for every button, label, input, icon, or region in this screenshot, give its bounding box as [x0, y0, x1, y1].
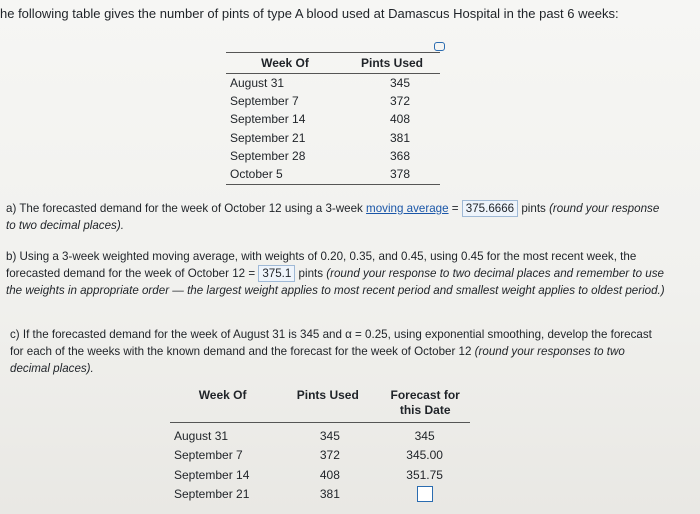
table-header — [226, 53, 440, 74]
part-b-answer-input[interactable]: 375.1 — [258, 265, 295, 282]
week-cell: September 7 — [230, 94, 299, 109]
part-a-answer-input[interactable]: 375.6666 — [462, 200, 518, 217]
pints-cell: 372 — [389, 94, 411, 109]
table-row — [226, 147, 440, 165]
table-row — [170, 446, 470, 466]
pints-cell: 372 — [319, 448, 340, 463]
table-header — [170, 384, 470, 423]
table-row — [226, 74, 440, 92]
table-row — [226, 110, 440, 128]
pints-cell: 345 — [389, 76, 411, 91]
forecast-answer-input[interactable] — [417, 486, 433, 502]
unit-text: pints — [518, 202, 550, 215]
forecast-cell: 351.75 — [406, 467, 443, 482]
intro-text: he following table gives the number of pints of type A blood used at Damascus Hospital in the past 6 weeks: — [0, 6, 619, 21]
part-c — [10, 326, 658, 377]
table-row — [170, 426, 470, 446]
pints-cell: 408 — [389, 112, 411, 127]
forecast-cell — [379, 486, 470, 502]
forecast-cell: 345.00 — [406, 448, 443, 463]
week-cell: September 28 — [230, 148, 306, 163]
header-forecast: Forecast for this Date — [390, 388, 460, 417]
week-cell: September 14 — [174, 467, 250, 482]
unit-text: pints — [295, 267, 327, 280]
part-b-text: b) Using a 3-week weighted moving average, with weights of 0.20, 0.35, and 0.45, using 0.45 for the most recent week, the forecasted demand for the week of October 12 = — [6, 250, 637, 280]
table-row — [226, 129, 440, 147]
week-cell: September 7 — [174, 448, 243, 463]
part-c-text: c) If the forecasted demand for the week of August 31 is 345 and α = 0.25, using exponential smoothing, develop the forecast for each of the weeks with the known demand and the forecast for the week of October 12 — [10, 328, 652, 358]
header-week: Week Of — [198, 388, 247, 402]
part-a-note: (round your response to two decimal places). — [6, 202, 660, 232]
forecast-table — [170, 384, 470, 504]
week-cell: October 5 — [230, 167, 283, 182]
part-a — [6, 200, 666, 234]
header-pints: Pints Used — [296, 388, 359, 402]
part-a-text: a) The forecasted demand for the week of October 12 using a 3-week — [6, 202, 367, 215]
moving-average-link[interactable]: moving average — [366, 202, 449, 215]
blood-usage-table — [226, 52, 440, 185]
header-week: Week Of — [261, 56, 309, 70]
pints-cell: 381 — [319, 487, 340, 502]
forecast-cell: 345 — [414, 428, 435, 443]
week-cell: September 21 — [230, 130, 306, 145]
part-b-note: (round your response to two decimal places and remember to use the weights in appropriate order — the largest weight applies to most recent period and smallest weight applies to oldest period.) — [6, 267, 665, 297]
header-pints: Pints Used — [360, 56, 423, 70]
week-cell: August 31 — [174, 428, 229, 443]
part-c-note: (round your responses to two decimal places). — [10, 345, 625, 375]
week-cell: August 31 — [230, 76, 285, 91]
week-cell: September 14 — [230, 112, 306, 127]
week-cell: September 21 — [174, 487, 250, 502]
pints-cell: 345 — [319, 428, 340, 443]
pints-cell: 378 — [389, 167, 411, 182]
part-b — [6, 248, 670, 299]
table-row — [226, 165, 440, 183]
table-row — [226, 92, 440, 110]
pints-cell: 408 — [319, 467, 340, 482]
pints-cell: 381 — [389, 130, 411, 145]
table-row — [170, 465, 470, 485]
copy-icon[interactable] — [434, 42, 445, 51]
equals-sign: = — [448, 202, 462, 215]
pints-cell: 368 — [389, 148, 411, 163]
table-row — [170, 485, 470, 505]
